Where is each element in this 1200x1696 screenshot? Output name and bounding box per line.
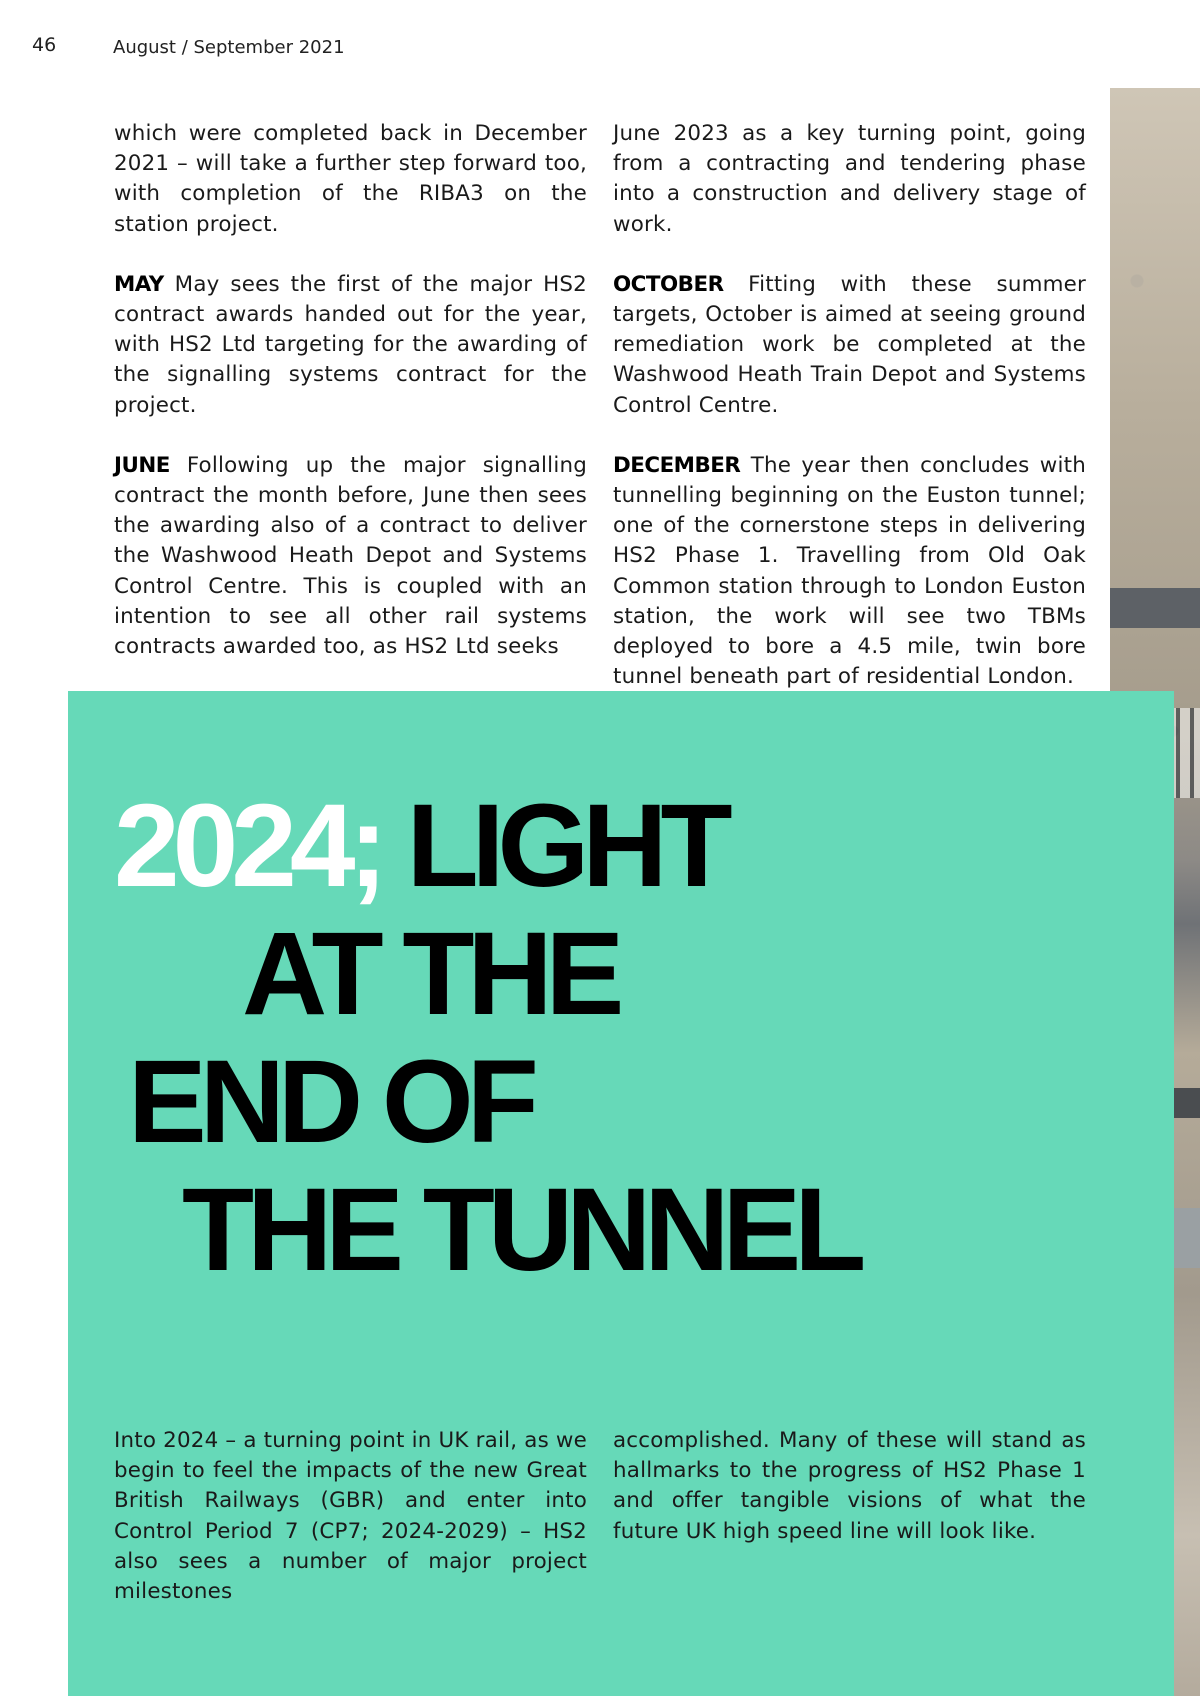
paragraph-text: Fitting with these summer targets, October is aimed at seeing ground remediation work be completed at the Washwood Heath Train Depot and Systems Control Centre. <box>613 271 1086 418</box>
october-paragraph <box>613 270 1086 421</box>
bottom-article-columns <box>114 1426 1086 1607</box>
may-paragraph <box>114 270 587 421</box>
section-headline <box>114 782 859 1294</box>
right-column <box>613 1426 1086 1607</box>
top-article-columns <box>114 119 1086 722</box>
december-paragraph <box>613 451 1086 693</box>
headline-year: 2024; <box>114 780 381 912</box>
paragraph-text: Following up the major signalling contract the month before, June then sees the awarding also of a contract to deliver the Washwood Heath Depot and Systems Control Centre. This is coupled with an intention to see all other rail systems contracts awarded too, as HS2 Ltd seeks <box>114 452 587 660</box>
left-column <box>114 119 587 722</box>
paragraph-text: May sees the first of the major HS2 contract awards handed out for the year, with HS2 Ltd targeting for the awarding of the signalling systems contract for the project. <box>114 271 587 418</box>
headline-line-4: THE TUNNEL <box>182 1164 860 1296</box>
right-column <box>613 119 1086 722</box>
month-lead-december: DECEMBER <box>613 452 741 478</box>
headline-line-1 <box>114 782 859 910</box>
paragraph <box>613 119 1086 240</box>
issue-date: August / September 2021 <box>113 37 345 58</box>
paragraph-text: June 2023 as a key turning point, going from a contracting and tendering phase into a construction and delivery stage of work. <box>613 121 1086 237</box>
headline-text: LIGHT <box>380 780 726 912</box>
paragraph-text: The year then concludes with tunnelling beginning on the Euston tunnel; one of the cornerstone steps in delivering HS2 Phase 1. Travelling from Old Oak Common station through to London Euston station, the work will see two TBMs deployed to bore a 4.5 mile, twin bore tunnel beneath part of residential London. <box>613 452 1086 690</box>
paragraph-text: which were completed back in December 2021 – will take a further step forward too, with completion of the RIBA3 on the station project. <box>114 121 587 237</box>
month-lead-may: MAY <box>114 271 164 297</box>
paragraph: Into 2024 – a turning point in UK rail, as we begin to feel the impacts of the new Great British Railways (GBR) and enter into Control Period 7 (CP7; 2024-2029) – HS2 also sees a number of major project milestones <box>114 1428 587 1605</box>
paragraph <box>114 119 587 240</box>
month-lead-october: OCTOBER <box>613 271 724 297</box>
june-paragraph <box>114 451 587 662</box>
headline-line-2: AT THE <box>242 908 618 1040</box>
headline-line-3: END OF <box>128 1036 532 1168</box>
paragraph: accomplished. Many of these will stand as hallmarks to the progress of HS2 Phase 1 and offer tangible visions of what the future UK high speed line will look like. <box>613 1428 1086 1544</box>
page-number: 46 <box>32 34 57 56</box>
month-lead-june: JUNE <box>114 452 170 478</box>
left-column <box>114 1426 587 1607</box>
